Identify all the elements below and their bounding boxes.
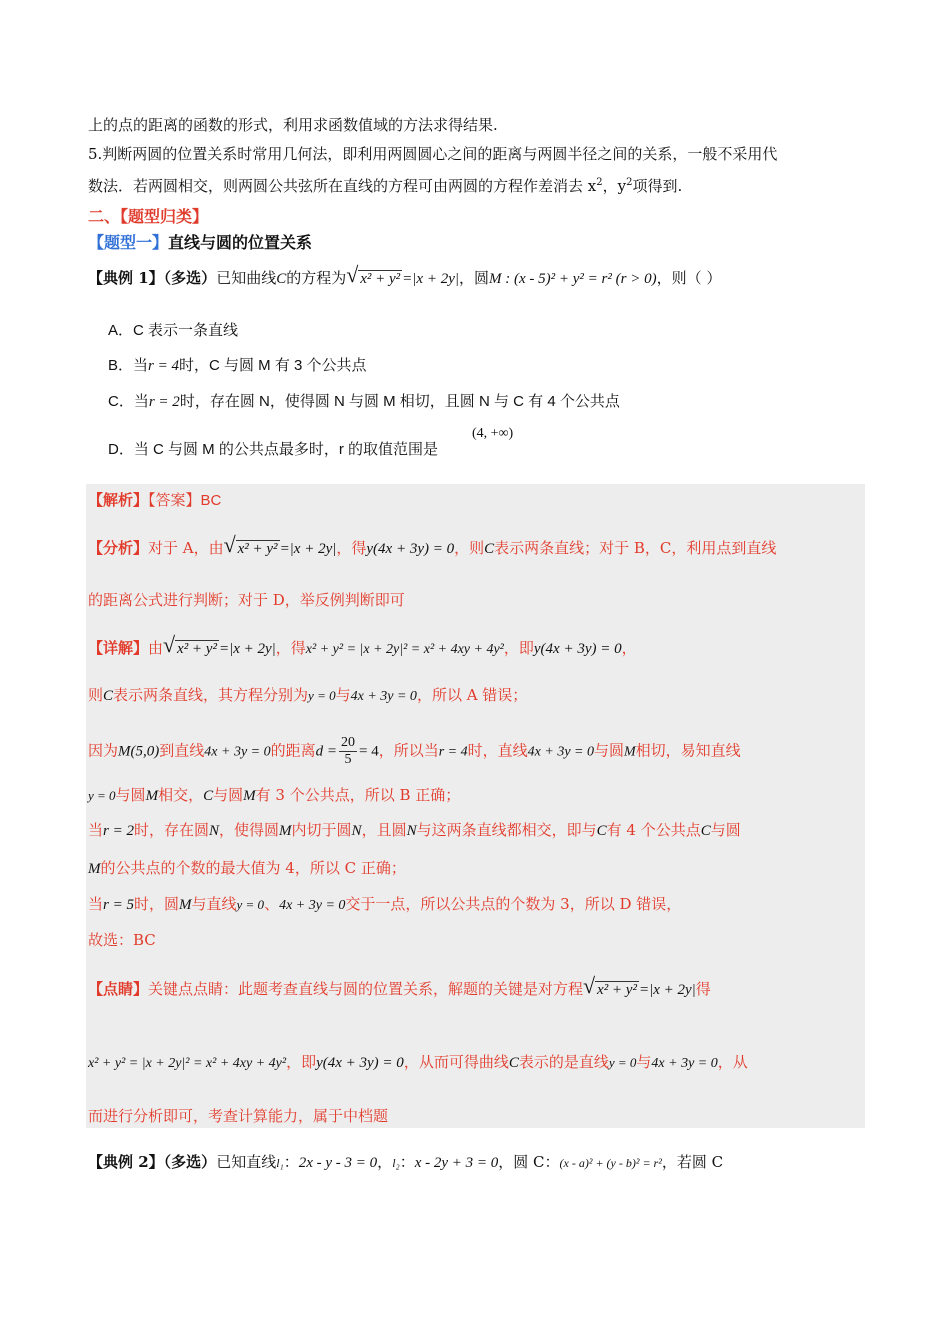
detail-line-6 [88, 858, 406, 879]
l2-a: 则 [88, 686, 104, 704]
l4-d: 有 3 个公共点，所以 B 正确； [255, 786, 461, 804]
l3-f: 时，直线 [467, 741, 528, 760]
section-title: 二、【题型归类】 [88, 207, 209, 226]
l7-m1: y = 0 [236, 897, 265, 912]
option-b-a: B．当 [108, 357, 149, 374]
l5-r: r = 2 [103, 823, 134, 839]
l7-d: 、 [264, 895, 280, 913]
dj-a: 关键点点睛：此题考查直线与圆的位置关系，解题的关键是对方程 [148, 980, 584, 998]
dj-rhs: =|x + 2y| [638, 982, 696, 998]
dj2-a: ，即 [286, 1053, 317, 1071]
answer: 【答案】BC [148, 492, 222, 509]
example2-kind: （多选） [163, 1153, 217, 1171]
dianjing-tag: 【点睛】 [88, 980, 149, 998]
l5-d: 内切于圆 [291, 821, 352, 839]
example2-eq3: (x - a)² + (y - b)² = r² [559, 1156, 662, 1170]
l4-b: 相交， [158, 786, 204, 804]
xj-b: =|x + 2y| [218, 641, 276, 657]
l5-N2: N [351, 823, 362, 839]
l3-eq4: = 4 [359, 743, 379, 760]
intro-line-2: 5.判断两圆的位置关系时常用几何法，即利用两圆圆心之间的距离与两圆半径之间的关系，一般不采用代 [88, 145, 778, 163]
intro-line-3: 数法．若两圆相交，则两圆公共弦所在直线的方程可由两圆的方程作差消去 $x^2$，$y^2$项得到. [88, 177, 683, 195]
detail-line-3 [88, 735, 741, 768]
detail-line-8: 故选：BC [88, 931, 156, 949]
fenxi-f: 表示两条直线；对于 B，C，利用点到直线 [494, 539, 777, 557]
l3-M: M [624, 744, 636, 760]
l4-c: 与圆 [213, 786, 244, 804]
l5-e: ，且圆 [361, 821, 407, 839]
l5-N: N [209, 823, 220, 839]
dj-sqrt-inner: x² + y² [597, 982, 637, 998]
xiangjie-tag: 【详解】 [88, 639, 149, 657]
option-c-math: r = 2 [148, 394, 180, 410]
intro-line-1: 上的点的距离的函数的形式，利用求函数值域的方法求得结果. [88, 116, 498, 134]
l7-b: 时，圆 [133, 895, 179, 913]
example2-l1: l₁ [276, 1156, 284, 1170]
l3-b: 到直线 [159, 741, 205, 760]
l7-e: 交于一点，所以公共点的个数为 3，所以 D 错误， [345, 895, 682, 913]
option-c-b: 时，存在圆 N，使得圆 N 与圆 M 相切，且圆 N 与 C 有 4 个公共点 [179, 393, 620, 410]
l5-N3: N [406, 823, 417, 839]
option-c-a: C．当 [108, 393, 149, 410]
l3-m2: 4x + 3y = 0 [204, 744, 271, 760]
l3-h: 相切，易知直线 [635, 741, 741, 760]
l7-c: 与直线 [191, 895, 237, 913]
fenxi-e: C [484, 541, 495, 557]
dj2-eq2: y(4x + 3y) = 0 [316, 1055, 404, 1071]
l3-g: 与圆 [593, 741, 624, 760]
example1-stem-b: 的方程为 [286, 269, 347, 287]
l2-m2: 4x + 3y = 0 [350, 689, 417, 704]
jiexi-tag: 【解析】 [88, 491, 149, 509]
xj-d: ，即 [503, 639, 534, 657]
example2-stem [88, 1152, 723, 1173]
l2-d: 与 [335, 686, 351, 704]
l2-c: 表示两条直线，其方程分别为 [113, 686, 309, 704]
l5-C: C [596, 823, 607, 839]
option-b-math: r = 4 [148, 358, 179, 374]
option-b-b: 时，C 与圆 M 有 3 个公共点 [178, 357, 367, 374]
l7-M: M [179, 897, 192, 913]
dj2-c: 表示的是直线 [518, 1053, 609, 1071]
dj2-C: C [508, 1055, 519, 1071]
example1-eq-rhs: =|x + 2y| [402, 271, 459, 287]
dj2-e: ，从 [717, 1053, 748, 1071]
example2-tag: 【典例 2】 [88, 1153, 164, 1171]
type1-title: 直线与圆的位置关系 [168, 233, 313, 252]
xj-eq: x² + y² = |x + 2y|² = x² + 4xy + 4y² [305, 642, 504, 657]
l3-a: 因为 [88, 741, 119, 760]
l7-r: r = 5 [103, 897, 134, 913]
l5-a: 当 [88, 821, 104, 839]
example2-comma1: ， [377, 1153, 393, 1171]
key-points-line-1 [88, 973, 711, 1000]
example1-tag: 【典例 1】 [88, 269, 164, 287]
fenxi-a: 对于 A，由 [148, 539, 224, 557]
xj-c: ，得 [275, 639, 306, 657]
fenxi-d: ，则 [454, 539, 485, 557]
fenxi-b: =|x + 2y| [279, 541, 337, 557]
fenxi-tag: 【分析】 [88, 539, 149, 557]
l5-c: ，使得圆 [219, 821, 280, 839]
example1-ending: ，则（ ） [656, 269, 722, 287]
option-a: A．C 表示一条直线 [108, 322, 239, 339]
example2-c: ，若圆 C [661, 1153, 724, 1171]
dj-b: 得 [695, 980, 711, 998]
option-b [108, 356, 367, 376]
fenxi-sqrt: √ x² + y² [223, 532, 278, 557]
l2-e: ，所以 A 错误； [416, 686, 528, 704]
example2-eq2: x - 2y + 3 = 0 [414, 1155, 499, 1171]
intro-line-3-c: 项得到. [632, 177, 683, 195]
dj2-d: 与 [636, 1053, 652, 1071]
example1-stem [88, 262, 722, 289]
l4-M: M [145, 788, 159, 804]
l5-f: 与这两条直线都相交，即与 [416, 821, 597, 839]
xj-sqrt-inner: x² + y² [177, 641, 217, 657]
l7-a: 当 [88, 895, 104, 913]
l3-m1: M(5,0) [118, 743, 160, 760]
intro-line-3-b: ，y [602, 177, 627, 195]
dj2-b: ，从而可得曲线 [403, 1053, 509, 1071]
l7-m2: 4x + 3y = 0 [279, 898, 346, 913]
dj-sqrt: √ x² + y² [583, 973, 637, 998]
option-c [108, 392, 620, 412]
l3-num: 20 [341, 735, 355, 750]
l5-g: 有 4 个公共点 [606, 821, 701, 839]
example1-stem-a: 已知曲线 [216, 269, 277, 287]
example2-colon1: ： [283, 1153, 299, 1171]
xj-sqrt: √ x² + y² [163, 632, 217, 657]
type1-tag: 【题型一】 [88, 233, 169, 252]
option-d-a: D．当 C 与圆 M 的公共点最多时，r 的取值范围是 [108, 441, 438, 458]
l3-m3: 4x + 3y = 0 [527, 744, 594, 760]
dj2-eq: x² + y² = |x + 2y|² = x² + 4xy + 4y² [88, 1056, 287, 1071]
fenxi-eq: y(4x + 3y) = 0 [366, 541, 455, 557]
type1-heading [88, 233, 312, 253]
l3-e: ，所以当 [378, 741, 439, 760]
l5-h: 与圆 [710, 821, 741, 839]
l6-M: M [88, 861, 101, 877]
l4-a: 与圆 [115, 786, 146, 804]
detail-line-5 [88, 820, 741, 841]
example2-eq1: 2x - y - 3 = 0 [298, 1155, 378, 1171]
example1-circle-a: ，圆 [458, 269, 489, 287]
intro-line-3-a: 数法．若两圆相交，则两圆公共弦所在直线的方程可由两圆的方程作差消去 x [88, 177, 597, 195]
example1-sqrt-inner: x² + y² [360, 271, 401, 287]
example2-a: 已知直线 [216, 1153, 277, 1171]
example1-kind: （多选） [163, 269, 217, 287]
detail-line-4 [88, 785, 460, 806]
detail-line-7 [88, 894, 681, 916]
fenxi-sqrt-inner: x² + y² [237, 541, 278, 557]
l3-fraction [339, 735, 357, 768]
solution-header [88, 490, 221, 511]
solution-box [86, 484, 865, 1128]
analysis-line-1 [88, 532, 777, 559]
dj2-m1: y = 0 [608, 1055, 637, 1070]
fenxi-c: ，得 [336, 539, 367, 557]
example1-curve-c: C [276, 271, 287, 287]
xj-e: ， [621, 639, 637, 657]
xj-a: 由 [148, 639, 164, 657]
l5-C2: C [700, 823, 711, 839]
key-points-line-2 [88, 1052, 748, 1074]
example1-sqrt: √ x² + y² [346, 262, 401, 287]
l3-d-lhs: d = [315, 743, 337, 760]
l3-r: r = 4 [438, 744, 468, 760]
l5-b: 时，存在圆 [133, 821, 209, 839]
example2-b: ，圆 C： [498, 1153, 560, 1171]
l4-M2: M [243, 788, 256, 804]
l2-m1: y = 0 [308, 688, 336, 703]
dj2-m2: 4x + 3y = 0 [651, 1056, 718, 1071]
l3-c: 的距离 [270, 741, 316, 760]
l6-a: 的公共点的个数的最大值为 4，所以 C 正确； [100, 859, 406, 877]
detail-line-1 [88, 632, 637, 660]
l4-C: C [203, 788, 214, 804]
l3-den: 5 [344, 752, 352, 767]
example2-colon2: ： [399, 1153, 415, 1171]
option-d-math: (4, +∞) [472, 426, 514, 441]
example1-circle-eq: M : (x - 5)² + y² = r² (r > 0) [489, 271, 657, 287]
l4-m: y = 0 [88, 788, 116, 803]
key-points-line-3: 而进行分析即可，考查计算能力，属于中档题 [88, 1107, 389, 1125]
analysis-line-2: 的距离公式进行判断；对于 D，举反例判断即可 [88, 591, 405, 609]
l5-M: M [279, 823, 292, 839]
l2-b: C [103, 688, 114, 704]
detail-line-2 [88, 685, 527, 707]
example2-l2: l₂ [392, 1156, 400, 1170]
xj-eq2: y(4x + 3y) = 0 [533, 641, 622, 657]
option-d [108, 440, 438, 460]
